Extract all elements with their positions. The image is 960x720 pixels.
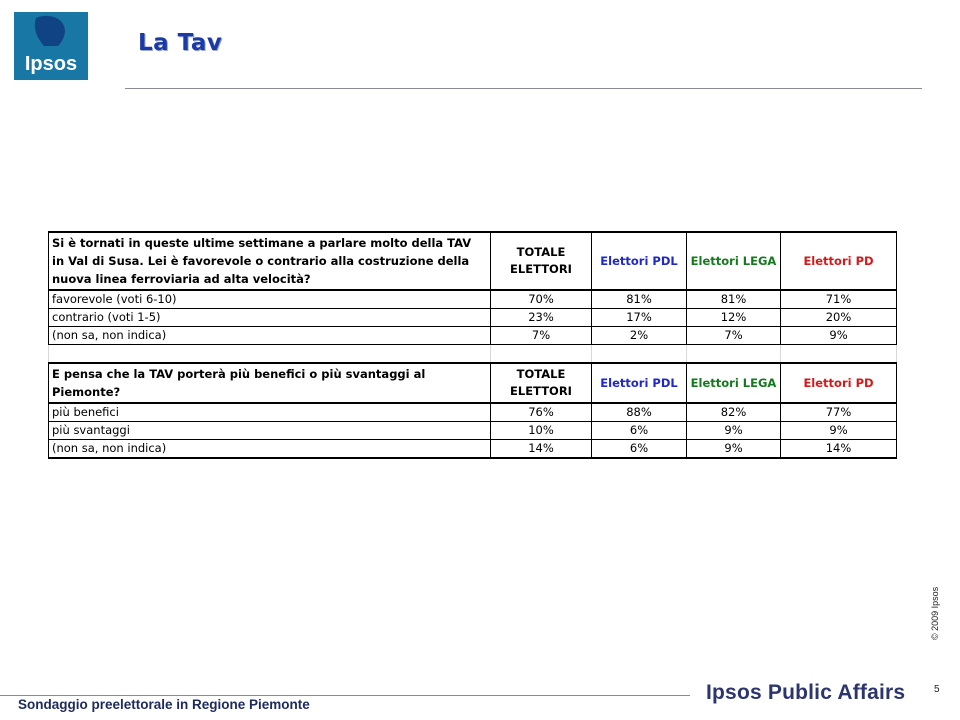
question-2-text: E pensa che la TAV porterà più benefici o più svantaggi al Piemonte? [49,363,491,403]
logo-text: Ipsos [24,53,78,75]
cell-pd: 9% [781,422,897,440]
table-row [49,422,897,440]
cell-pdl: 17% [592,309,687,327]
cell-pd: 71% [781,290,897,309]
cell-lega: 9% [687,422,781,440]
col-header-lega: Elettori LEGA [687,232,781,290]
cell-totale: 10% [491,422,592,440]
row-label: più benefici [49,403,491,422]
page-number: 5 [934,684,940,695]
copyright-notice: © 2009 Ipsos [930,586,940,640]
cell-totale: 76% [491,403,592,422]
col-header-lega: Elettori LEGA [687,363,781,403]
page-title: La Tav [138,30,223,56]
row-label: più svantaggi [49,422,491,440]
question-2-header-row [49,363,897,403]
ipsos-logo [14,12,88,80]
brand-name: Ipsos Public Affairs [706,681,906,704]
cell-pdl: 88% [592,403,687,422]
table-row [49,403,897,422]
cell-lega: 7% [687,327,781,345]
cell-pd: 9% [781,327,897,345]
cell-lega: 81% [687,290,781,309]
table-row [49,327,897,345]
row-label: favorevole (voti 6-10) [49,290,491,309]
cell-pd: 77% [781,403,897,422]
footer-text: Sondaggio preelettorale in Regione Piemonte [18,697,310,712]
col-header-pd: Elettori PD [781,232,897,290]
cell-totale: 23% [491,309,592,327]
col-header-pdl: Elettori PDL [592,363,687,403]
question-1-header-row [49,232,897,290]
cell-pdl: 6% [592,440,687,459]
cell-lega: 12% [687,309,781,327]
row-label: (non sa, non indica) [49,440,491,459]
col-header-totale: TOTALE ELETTORI [491,232,592,290]
table-spacer-row [49,345,897,364]
col-header-totale: TOTALE ELETTORI [491,363,592,403]
cell-lega: 82% [687,403,781,422]
row-label: (non sa, non indica) [49,327,491,345]
cell-pd: 20% [781,309,897,327]
footer-divider [0,695,690,696]
survey-table [48,231,897,459]
cell-pd: 14% [781,440,897,459]
cell-lega: 9% [687,440,781,459]
col-header-pdl: Elettori PDL [592,232,687,290]
table-row [49,309,897,327]
col-header-pd: Elettori PD [781,363,897,403]
cell-totale: 7% [491,327,592,345]
cell-totale: 70% [491,290,592,309]
cell-totale: 14% [491,440,592,459]
row-label: contrario (voti 1-5) [49,309,491,327]
header-divider [125,88,922,89]
cell-pdl: 2% [592,327,687,345]
question-1-text: Si è tornati in queste ultime settimane a parlare molto della TAV in Val di Susa. Lei è favorevole o contrario alla costruzione della nuova linea ferroviaria ad alta velocità? [49,232,491,290]
table-row [49,290,897,309]
table-row [49,440,897,459]
cell-pdl: 6% [592,422,687,440]
cell-pdl: 81% [592,290,687,309]
